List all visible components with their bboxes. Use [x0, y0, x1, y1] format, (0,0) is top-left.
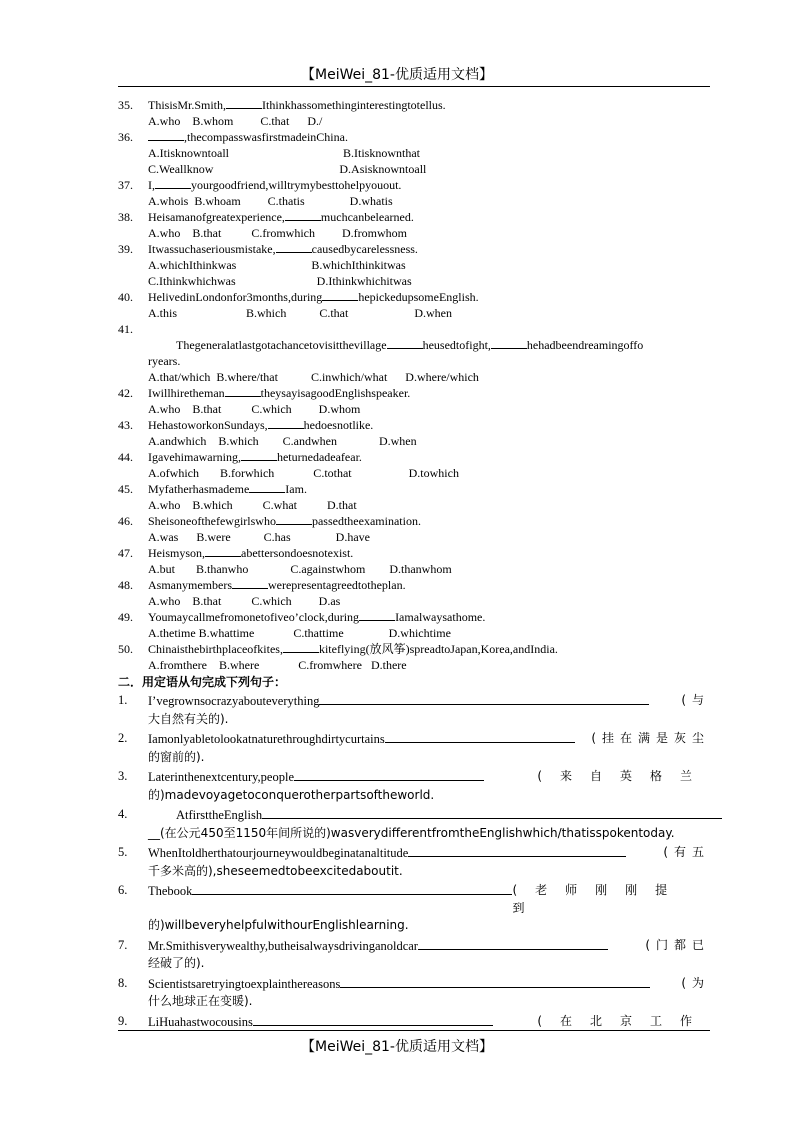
question-item: 44. Igavehimawarning, heturnedadeafear. A.ofwhich B.forwhich C.tothat D.towhich [118, 449, 710, 481]
question-number: 41. [118, 322, 133, 336]
answer-options: A.who B.that C.which D.whom [148, 402, 361, 416]
answer-options: A.andwhich B.which C.andwhen D.when [148, 434, 417, 448]
answer-blank[interactable] [322, 289, 358, 301]
chinese-hint-continued: 的窗前的). [148, 749, 205, 764]
answer-options: A.whois B.whoam C.thatis D.whatis [148, 194, 393, 208]
question-number: 36. [118, 130, 133, 144]
chinese-hint-continued: 千多米高的),sheseemedtobeexcitedaboutit. [148, 863, 403, 878]
answer-line[interactable] [385, 730, 575, 743]
answer-blank[interactable] [491, 337, 527, 349]
header-rule [118, 86, 710, 87]
answer-blank[interactable] [241, 449, 277, 461]
answer-options: A.thetime B.whattime C.thattime D.whichtime [148, 626, 451, 640]
chinese-hint-continued: 的)madevoyagetoconquerotherpartsoftheworld. [148, 787, 435, 802]
footer-rule [118, 1030, 710, 1031]
chinese-hint-continued: 的)willbeveryhelpfulwithourEnglishlearning. [148, 918, 409, 932]
question-41: 41. Thegeneralatlastgotachancetovisitthevillage heusedtofight, hehadbeendreamingoffo ryears. A.that/which B.where/that C.inwhich/what D.where/which [118, 321, 710, 385]
answer-options: A.who B.that C.which D.as [148, 594, 341, 608]
answer-blank[interactable] [276, 241, 312, 253]
translation-item: 8. Scientistsaretryingtoexplainthereasons (为 什么地球正在变暖). [118, 975, 710, 1011]
translation-item: 4. AtfirsttheEnglish __(在公元450至1150年间所说的)wasverydifferentfromtheEnglishwhich/thatisspokentoday. [118, 806, 710, 842]
answer-blank[interactable] [232, 577, 268, 589]
question-item: 42. Iwillhiretheman theysayisagoodEnglishspeaker. A.who B.that C.which D.whom [118, 385, 710, 417]
chinese-hint: (来自英格兰 [537, 769, 710, 783]
question-item: 46. Sheisoneofthefewgirlswho passedtheexamination. A.was B.were C.has D.have [118, 513, 710, 545]
chinese-hint: (在北京工作 [537, 1013, 710, 1028]
item-number: 7. [118, 937, 128, 952]
item-number: 3. [118, 769, 128, 783]
item-number: 6. [118, 883, 128, 897]
question-number: 38. [118, 210, 133, 224]
exercise-content [118, 97, 710, 1031]
question-item: 47. Heismyson, abettersondoesnotexist. A.but B.thanwho C.againstwhom D.thanwhom [118, 545, 710, 577]
question-number: 40. [118, 290, 133, 304]
answer-options: A.ofwhich B.forwhich C.tothat D.towhich [148, 466, 459, 480]
answer-options: A.that/which B.where/that C.inwhich/what D.where/which [148, 370, 479, 384]
page-header: 【MeiWei_81-优质适用文档】 [301, 67, 493, 83]
answer-blank[interactable] [225, 385, 261, 397]
answer-options: C.Ithinkwhichwas D.Ithinkwhichitwas [148, 274, 412, 288]
answer-options: A.this B.which C.that D.when [148, 306, 452, 320]
answer-line[interactable] [340, 975, 650, 988]
question-number: 49. [118, 610, 133, 624]
question-number: 48. [118, 578, 133, 592]
answer-line[interactable] [262, 806, 722, 819]
answer-options: A.who B.whom C.that D./ [148, 114, 323, 128]
chinese-hint-continued: __(在公元450至1150年间所说的)wasverydifferentfromtheEnglishwhich/thatisspokentoday. [148, 825, 675, 840]
answer-options: A.fromthere B.where C.fromwhere D.there [148, 658, 407, 672]
question-number: 46. [118, 514, 133, 528]
answer-blank[interactable] [283, 641, 319, 653]
chinese-hint: (有五 [663, 845, 710, 859]
question-number: 43. [118, 418, 133, 432]
answer-options: A.was B.were C.has D.have [148, 530, 370, 544]
question-item: 45. Myfatherhasmademe Iam. A.who B.which C.what D.that [118, 481, 710, 513]
question-number: 47. [118, 546, 133, 560]
answer-blank[interactable] [148, 129, 184, 141]
item-number: 5. [118, 845, 128, 859]
translation-item: 3. Laterinthenextcentury,people (来自英格兰 的)madevoyagetoconquerotherpartsoftheworld. [118, 768, 710, 804]
question-number: 39. [118, 242, 133, 256]
question-number: 45. [118, 482, 133, 496]
chinese-hint: (与 [681, 693, 710, 707]
section-2-title: 二．用定语从句完成下列句子： [118, 675, 287, 689]
question-item: 38. Heisamanofgreatexperience, muchcanbelearned. A.who B.that C.fromwhich D.fromwhom [118, 209, 710, 241]
question-item: 50. Chinaisthebirthplaceofkites, kiteflying(放风筝)spreadtoJapan,Korea,andIndia. A.fromthere B.where C.fromwhere D.there [118, 641, 710, 673]
answer-blank[interactable] [205, 545, 241, 557]
translation-item: 2. Iamonlyabletolookatnaturethroughdirtycurtains (挂在满是灰尘 的窗前的). [118, 730, 710, 766]
question-number: 44. [118, 450, 133, 464]
answer-line[interactable] [192, 882, 512, 895]
answer-line[interactable] [319, 692, 649, 705]
question-item: 40. HelivedinLondonfor3months,during hepickedupsomeEnglish. A.this B.which C.that D.when [118, 289, 710, 321]
question-number: 50. [118, 642, 133, 656]
answer-options: A.but B.thanwho C.againstwhom D.thanwhom [148, 562, 452, 576]
answer-blank[interactable] [387, 337, 423, 349]
answer-options: A.who B.which C.what D.that [148, 498, 357, 512]
chinese-hint-continued: 什么地球正在变暖). [148, 994, 253, 1008]
question-number: 37. [118, 178, 133, 192]
question-item: 48. Asmanymembers werepresentagreedtotheplan. A.who B.that C.which D.as [118, 577, 710, 609]
question-number: 35. [118, 98, 133, 112]
chinese-hint-continued: 经破了的). [148, 956, 205, 970]
chinese-hint: (老师刚刚提到 [512, 883, 686, 915]
answer-line[interactable] [253, 1013, 493, 1026]
answer-options: C.Weallknow D.Asisknowntoall [148, 162, 427, 176]
chinese-hint-continued: 大自然有关的). [148, 711, 229, 726]
question-item: 36. ,thecompasswasfirstmadeinChina. A.Itisknowntoall B.Itisknownthat C.Weallknow D.Asisknowntoall [118, 129, 710, 177]
translation-item: 1. I’vegrownsocrazyabouteverything (与 大自然有关的). [118, 692, 710, 728]
translation-item: 6. Thebook (老师刚刚提到 的)willbeveryhelpfulwithourEnglishlearning. [118, 882, 710, 935]
answer-line[interactable] [418, 937, 608, 950]
question-item: 35. ThisisMr.Smith, Ithinkhassomethinginterestingtotellus. A.who B.whom C.that D./ [118, 97, 710, 129]
answer-blank[interactable] [268, 417, 304, 429]
answer-blank[interactable] [359, 609, 395, 621]
chinese-hint: (为 [681, 975, 710, 990]
answer-blank[interactable] [285, 209, 321, 221]
question-item: 39. Itwassuchaseriousmistake, causedbycarelessness. A.whichIthinkwas B.whichIthinkitwas C.Ithinkwhichwas D.Ithinkwhichitwas [118, 241, 710, 289]
page-footer: 【MeiWei_81-优质适用文档】 [301, 1039, 493, 1055]
item-number: 1. [118, 693, 128, 707]
answer-blank[interactable] [155, 177, 191, 189]
question-item: 37. I, yourgoodfriend,willtrymybesttohelpyouout. A.whois B.whoam C.thatis D.whatis [118, 177, 710, 209]
answer-options: A.whichIthinkwas B.whichIthinkitwas [148, 258, 406, 272]
question-item: 49. Youmaycallmefromonetofiveo’clock,during Iamalwaysathome. A.thetime B.whattime C.thattime D.whichtime [118, 609, 710, 641]
answer-line[interactable] [294, 768, 484, 781]
chinese-hint: (门都已 [645, 937, 710, 952]
answer-options: A.Itisknowntoall B.Itisknownthat [148, 146, 420, 160]
item-number: 8. [118, 975, 128, 990]
item-number: 4. [118, 807, 128, 821]
item-number: 9. [118, 1013, 128, 1028]
answer-options: A.who B.that C.fromwhich D.fromwhom [148, 226, 407, 240]
chinese-hint: (挂在满是灰尘 [591, 731, 710, 745]
translation-item: 7. Mr.Smithisverywealthy,butheisalwaysdrivinganoldcar (门都已 经破了的). [118, 937, 710, 973]
answer-blank[interactable] [276, 513, 312, 525]
translation-item: 9. LiHuahastwocousins (在北京工作 [118, 1013, 710, 1032]
answer-blank[interactable] [226, 97, 262, 109]
item-number: 2. [118, 731, 128, 745]
question-number: 42. [118, 386, 133, 400]
translation-item: 5. WhenItoldherthatourjourneywouldbeginatanaltitude (有五 千多米高的),sheseemedtobeexcitedaboutit. [118, 844, 710, 880]
answer-line[interactable] [408, 844, 626, 857]
question-item: 43. HehastoworkonSundays, hedoesnotlike. A.andwhich B.which C.andwhen D.when [118, 417, 710, 449]
answer-blank[interactable] [249, 481, 285, 493]
